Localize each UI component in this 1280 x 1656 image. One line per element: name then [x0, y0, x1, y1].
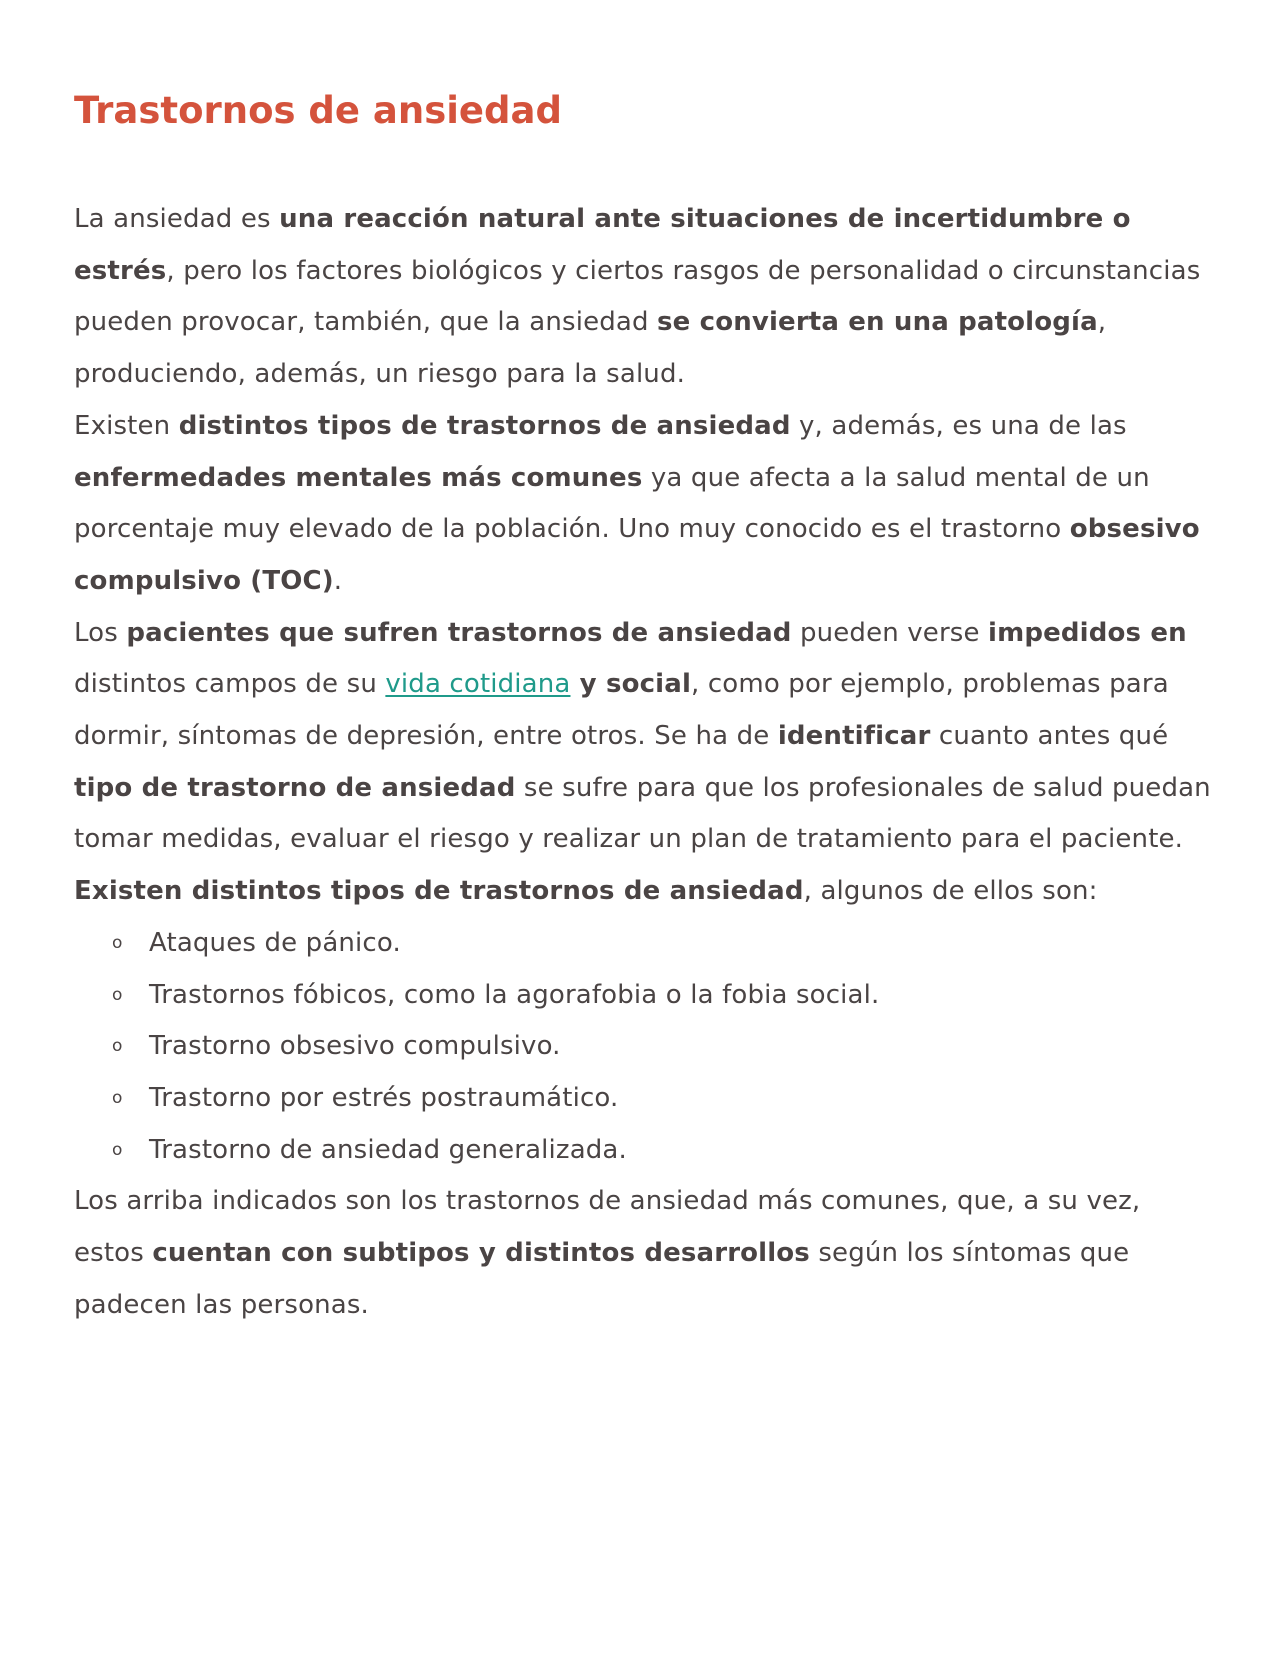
bold-text: impedidos en [988, 617, 1187, 648]
paragraph-conclusion [74, 1176, 1214, 1331]
paragraph-list-intro [74, 866, 1214, 918]
bold-text: cuentan con subtipos y distintos desarrollos [152, 1238, 810, 1269]
list-item [74, 1125, 1214, 1177]
text-run: La ansiedad es [74, 204, 280, 234]
text-run: ya que afecta a la salud mental de un porcentaje muy elevado de la población. Uno muy conocido es el trastorno [74, 462, 1150, 545]
bold-text: tipo de trastorno de ansiedad [74, 772, 516, 803]
bullet-icon: o [112, 1139, 123, 1160]
text-run: Los arriba indicados son los trastornos de ansiedad más comunes, que, a su vez, estos [74, 1186, 1141, 1269]
list-item [74, 918, 1214, 970]
list-item-text: Trastorno de ansiedad generalizada. [149, 1134, 627, 1165]
bold-text: una reacción natural ante situaciones de incertidumbre o estrés [74, 204, 1131, 286]
list-item-text: Trastorno por estrés postraumático. [149, 1082, 619, 1113]
bold-text: pacientes que sufren trastornos de ansiedad [126, 617, 792, 648]
bold-text: Existen distintos tipos de trastornos de ansiedad [74, 876, 804, 907]
bold-text: enfermedades mentales más comunes [74, 462, 643, 493]
paragraph-patients [74, 608, 1214, 867]
bold-text: obsesivo compulsivo (TOC) [74, 514, 1200, 596]
text-run: cuanto antes qué [930, 721, 1169, 752]
bullet-icon: o [112, 1036, 123, 1057]
text-run: . [333, 565, 343, 596]
text-run: pueden verse [791, 617, 989, 648]
paragraph-intro [74, 194, 1214, 401]
text-run: se sufre para que los profesionales de salud puedan tomar medidas, evaluar el riesgo y realizar un plan de tratamiento para el paciente. [74, 772, 1211, 855]
page-title: Trastornos de ansiedad [74, 89, 562, 132]
list-item-text: Ataques de pánico. [149, 927, 401, 958]
list-item [74, 1021, 1214, 1073]
bold-text: se convierta en una patología [657, 307, 1098, 338]
bold-text: distintos tipos de trastornos de ansiedad [178, 410, 791, 441]
list-item-text: Trastorno obsesivo compulsivo. [149, 1031, 561, 1062]
vida-cotidiana-link[interactable]: vida cotidiana [385, 669, 571, 700]
bold-text: y social [570, 669, 692, 700]
bullet-icon: o [112, 932, 123, 953]
list-item [74, 1073, 1214, 1125]
bold-text: identificar [777, 721, 931, 752]
text-run: , algunos de ellos son: [803, 876, 1098, 907]
bullet-icon: o [112, 984, 123, 1005]
text-run: y, además, es una de las [790, 410, 1127, 441]
text-run: , produciendo, además, un riesgo para la salud. [74, 307, 1107, 390]
bullet-icon: o [112, 1087, 123, 1108]
text-run: , pero los factores biológicos y ciertos rasgos de personalidad o circunstancias pueden provocar, también, que la ansiedad [74, 255, 1201, 338]
text-run: Existen [74, 410, 179, 441]
text-run: distintos campos de su [74, 669, 386, 700]
paragraph-types [74, 401, 1214, 608]
text-run: Los [74, 617, 127, 648]
document-page [74, 82, 1214, 1331]
list-item-text: Trastornos fóbicos, como la agorafobia o la fobia social. [149, 979, 880, 1010]
text-run: , como por ejemplo, problemas para dormir, síntomas de depresión, entre otros. Se ha de [74, 669, 1169, 752]
list-item [74, 970, 1214, 1022]
text-run: según los síntomas que padecen las personas. [74, 1238, 1130, 1320]
anxiety-types-list [74, 918, 1214, 1177]
article-body [74, 194, 1214, 1331]
